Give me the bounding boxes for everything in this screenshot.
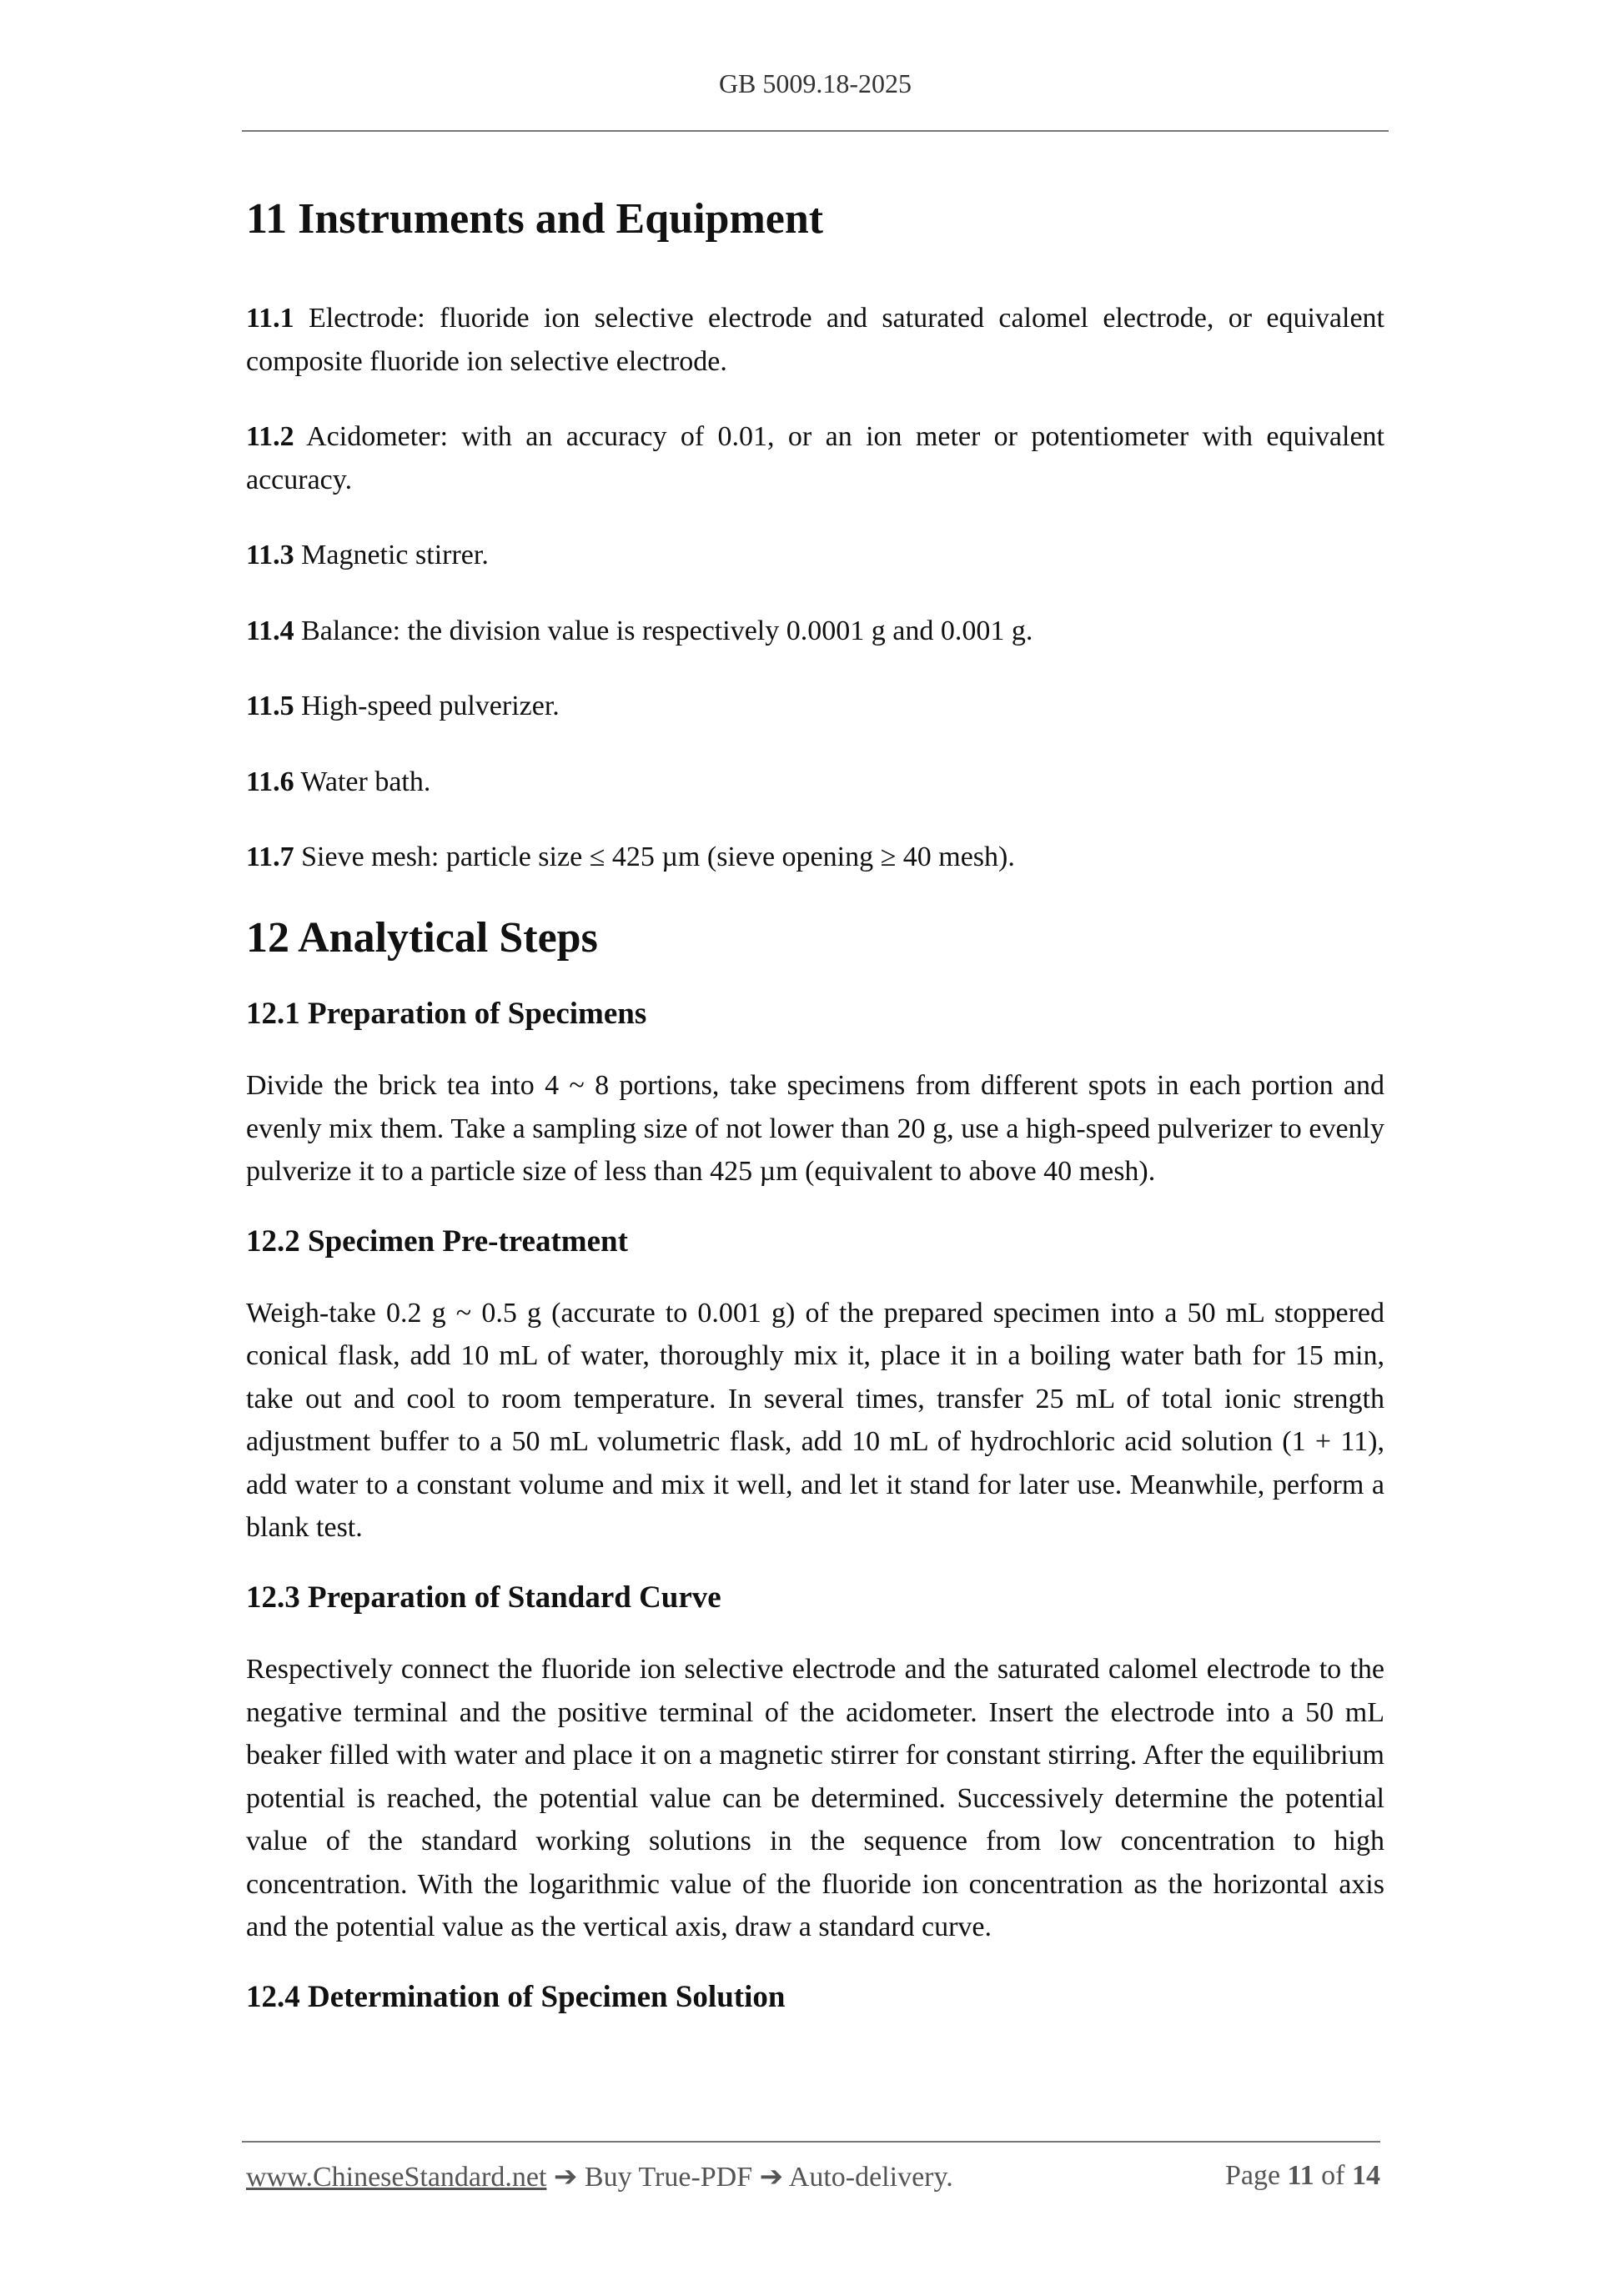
page-indicator <box>1225 2160 1380 2193</box>
item-11-3 <box>246 534 1384 577</box>
arrow-icon: ➔ <box>553 2162 578 2193</box>
item-11-1 <box>246 297 1384 383</box>
item-text: Balance: the division value is respectively 0.0001 g and 0.001 g. <box>294 615 1033 646</box>
item-number: 11.6 <box>246 766 294 797</box>
subsection-12-3-body: Respectively connect the fluoride ion selective electrode and the saturated calomel electrode to the negative terminal and the positive terminal of the acidometer. Insert the electrode into a 50 mL beaker filled with water and place it on a magnetic stirrer for constant stirring. After the equilibrium potential is reached, the potential value can be determined. Successively determine the potential value of the standard working solutions in the sequence from low concentration to high concentration. With the logarithmic value of the fluoride ion concentration as the horizontal axis and the potential value as the vertical axis, draw a standard curve. <box>246 1654 1384 1943</box>
item-text: Sieve mesh: particle size ≤ 425 µm (sieve opening ≥ 40 mesh). <box>294 842 1015 873</box>
item-11-4 <box>246 610 1384 653</box>
arrow-icon: ➔ <box>759 2162 784 2193</box>
section-11-title: 11 Instruments and Equipment <box>246 195 824 243</box>
item-number: 11.5 <box>246 691 294 722</box>
subsection-12-2-heading: 12.2 Specimen Pre-treatment <box>246 1223 628 1259</box>
item-number: 11.2 <box>246 421 294 453</box>
of-label: of <box>1321 2160 1345 2191</box>
item-11-5 <box>246 685 1384 728</box>
item-number: 11.4 <box>246 615 294 646</box>
subsection-12-1-body: Divide the brick tea into 4 ~ 8 portions, take specimens from different spots in each portion and evenly mix them. Take a sampling size of not lower than 20 g, use a high-speed pulverizer to evenly pulverize it to a particle size of less than 425 µm (equivalent to above 40 mesh). <box>246 1070 1384 1188</box>
page-number: 11 <box>1287 2160 1314 2191</box>
document-code-header: GB 5009.18-2025 <box>718 68 912 98</box>
delivery-text: Auto-delivery. <box>788 2162 953 2193</box>
item-number: 11.7 <box>246 842 294 873</box>
buy-text: Buy True-PDF <box>584 2162 753 2193</box>
item-text: High-speed pulverizer. <box>294 691 560 722</box>
footer-promo <box>246 2160 953 2193</box>
item-number: 11.1 <box>246 303 294 334</box>
item-text: Acidometer: with an accuracy of 0.01, or an ion meter or potentiometer with equivalent accuracy. <box>246 421 1384 495</box>
item-text: Water bath. <box>294 766 431 797</box>
item-text: Magnetic stirrer. <box>294 540 489 571</box>
page-footer <box>246 2160 1380 2193</box>
page-total: 14 <box>1352 2160 1380 2191</box>
subsection-12-3-heading: 12.3 Preparation of Standard Curve <box>246 1580 721 1615</box>
section-12-title: 12 Analytical Steps <box>246 913 598 962</box>
subsection-12-2-body: Weigh-take 0.2 g ~ 0.5 g (accurate to 0.001 g) of the prepared specimen into a 50 mL stoppered conical flask, add 10 mL of water, thoroughly mix it, place it in a boiling water bath for 15 min, take out and cool to room temperature. In several times, transfer 25 mL of total ionic strength adjustment buffer to a 50 mL volumetric flask, add 10 mL of hydrochloric acid solution (1 + 11), add water to a constant volume and mix it well, and let it stand for later use. Meanwhile, perform a blank test. <box>246 1297 1384 1544</box>
page-content <box>246 193 1384 2017</box>
header-divider <box>242 130 1389 132</box>
item-11-2 <box>246 415 1384 501</box>
website-link[interactable]: www.ChineseStandard.net <box>246 2162 547 2193</box>
subsection-12-4-heading: 12.4 Determination of Specimen Solution <box>246 1979 786 2014</box>
item-11-6 <box>246 761 1384 804</box>
item-11-7 <box>246 836 1384 879</box>
item-number: 11.3 <box>246 540 294 571</box>
item-text: Electrode: fluoride ion selective electrode and saturated calomel electrode, or equivalent composite fluoride ion selective electrode. <box>246 303 1384 377</box>
subsection-12-1-heading: 12.1 Preparation of Specimens <box>246 997 647 1032</box>
footer-divider <box>242 2141 1380 2143</box>
page-label: Page <box>1224 2160 1281 2191</box>
